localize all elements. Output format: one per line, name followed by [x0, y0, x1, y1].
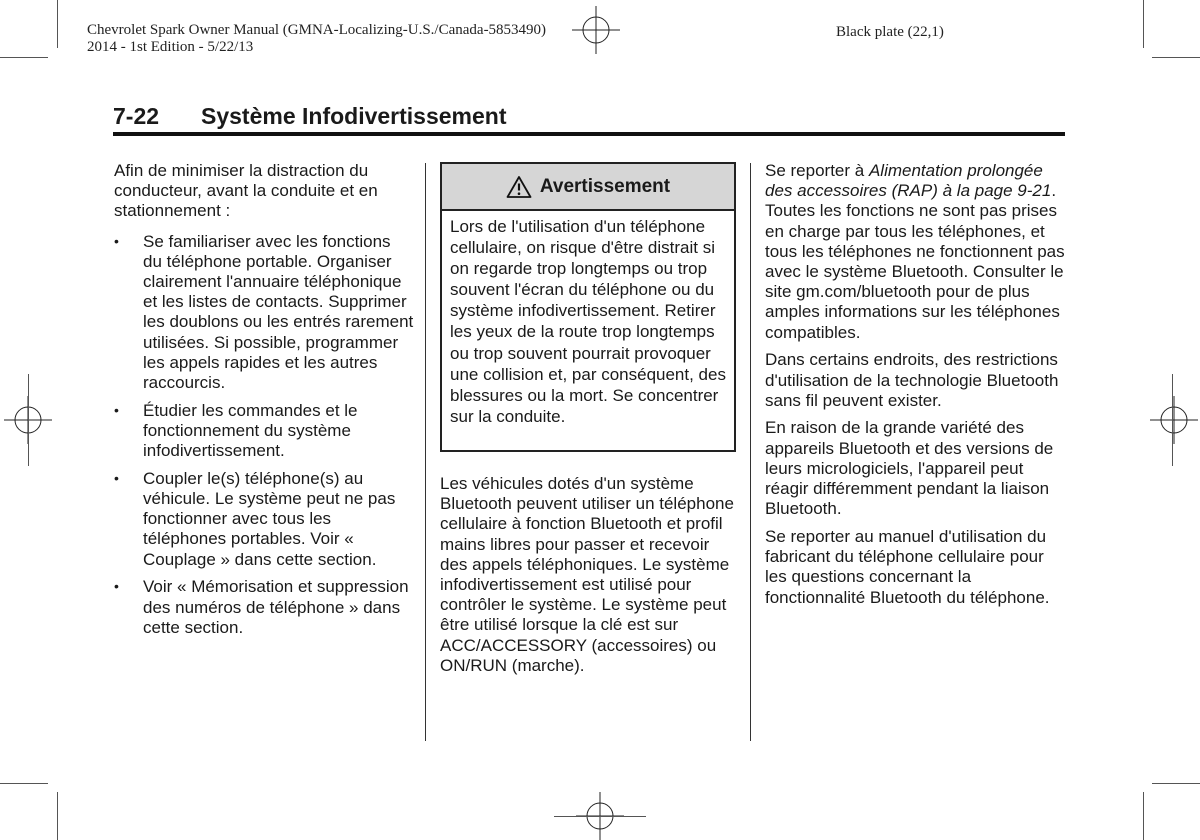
crop-mark-top-right-h — [1152, 57, 1200, 58]
crop-mark-bottom-left-v — [57, 792, 58, 840]
bullet-icon: • — [114, 232, 119, 249]
column-divider — [750, 163, 751, 741]
list-item-text: Se familiariser avec les fonctions du téléphone portable. Organiser clairement l'annuaire téléphonique et les listes de contacts. Supprimer les doublons ou les entrés rarement utilisées. Si possible, programmer les appels rapides et les autres raccourcis. — [143, 231, 414, 393]
rap-reference-link[interactable]: Alimentation prolongée des accessoires (RAP) à la page 9-21 — [765, 161, 1052, 201]
warning-box — [440, 162, 736, 452]
devices-paragraph: En raison de la grande variété des appareils Bluetooth et des versions de leurs micrologiciels, l'appareil peut réagir différemment pendant la liaison Bluetooth. — [765, 418, 1054, 519]
warning-text: Lors de l'utilisation d'un téléphone cellulaire, on risque d'être distrait si on regarde trop longtemps ou trop souvent l'écran du téléphone ou du système infodivertissement. Retirer les yeux de la route trop longtemps ou trop souvent pourrait provoquer une collision et, par conséquent, des blessures ou la mort. Se concentrer sur la conduite. — [450, 217, 726, 426]
registration-mark-icon — [572, 6, 620, 54]
bullet-icon: • — [114, 469, 119, 486]
list-item-text: Étudier les commandes et le fonctionnement du système infodivertissement. — [143, 400, 358, 461]
section-heading — [113, 102, 1065, 136]
warning-triangle-icon — [506, 175, 532, 199]
crop-mark-bottom-left-h — [0, 783, 48, 784]
list-item — [114, 232, 414, 394]
list-item-text: Coupler le(s) téléphone(s) au véhicule. Le système peut ne pas fonctionner avec tous les téléphones portables. Voir « Couplage » dans cette section. — [143, 468, 396, 569]
warning-header — [442, 164, 734, 211]
document-header-info — [87, 22, 546, 56]
bluetooth-paragraph: Les véhicules dotés d'un système Bluetooth peuvent utiliser un téléphone cellulaire à fonction Bluetooth et profil mains libres pour passer et recevoir des appels téléphoniques. Le système infodivertissement est utilisé pour contrôler le système. Le système peut être utilisé lorsque la clé est sur ACC/ACCESSORY (accessoires) ou ON/RUN (marche). — [440, 474, 734, 675]
registration-mark-icon — [1150, 396, 1198, 444]
rap-prefix: Se reporter à — [765, 161, 869, 180]
registration-line-bottom — [554, 816, 646, 817]
column-right — [765, 161, 1065, 615]
crop-mark-top-right-v — [1143, 0, 1144, 48]
column-middle — [440, 474, 740, 684]
crop-mark-bottom-right-h — [1152, 783, 1200, 784]
column-left — [114, 161, 414, 645]
crop-mark-top-left-v — [57, 0, 58, 48]
manual-paragraph: Se reporter au manuel d'utilisation du fabricant du téléphone cellulaire pour les questions concernant la fonctionnalité Bluetooth du téléphone. — [765, 526, 1050, 607]
tips-list — [114, 232, 414, 638]
registration-line-right — [1172, 374, 1173, 466]
list-item — [114, 577, 414, 638]
header-manual-title: Chevrolet Spark Owner Manual (GMNA-Localizing-U.S./Canada-5853490) — [87, 22, 547, 38]
bullet-icon: • — [114, 578, 119, 595]
list-item — [114, 469, 414, 570]
intro-paragraph: Afin de minimiser la distraction du conducteur, avant la conduite et en stationnement : — [114, 161, 378, 221]
rap-paragraph — [765, 161, 1065, 343]
column-divider — [425, 163, 426, 741]
list-item-text: Voir « Mémorisation et suppression des numéros de téléphone » dans cette section. — [143, 577, 409, 637]
rap-suffix: . Toutes les fonctions ne sont pas prises en charge par tous les téléphones, et tous les téléphones ne fonctionnent pas avec le système Bluetooth. Consulter le site gm.com/bluetooth pour de plus amples informations sur les téléphones compatibles. — [765, 181, 1065, 342]
section-title: Système Infodivertissement — [201, 103, 507, 129]
crop-mark-bottom-right-v — [1143, 792, 1144, 840]
registration-line-left — [28, 374, 29, 466]
bullet-icon: • — [114, 401, 119, 418]
page-number: 7-22 — [113, 103, 160, 129]
crop-mark-top-left-h — [0, 57, 48, 58]
list-item — [114, 401, 414, 462]
header-edition: 2014 - 1st Edition - 5/22/13 — [87, 39, 254, 55]
header-plate: Black plate (22,1) — [836, 24, 944, 40]
restrictions-paragraph: Dans certains endroits, des restrictions d'utilisation de la technologie Bluetooth sans fil peuvent exister. — [765, 350, 1059, 410]
warning-title: Avertissement — [539, 175, 671, 197]
